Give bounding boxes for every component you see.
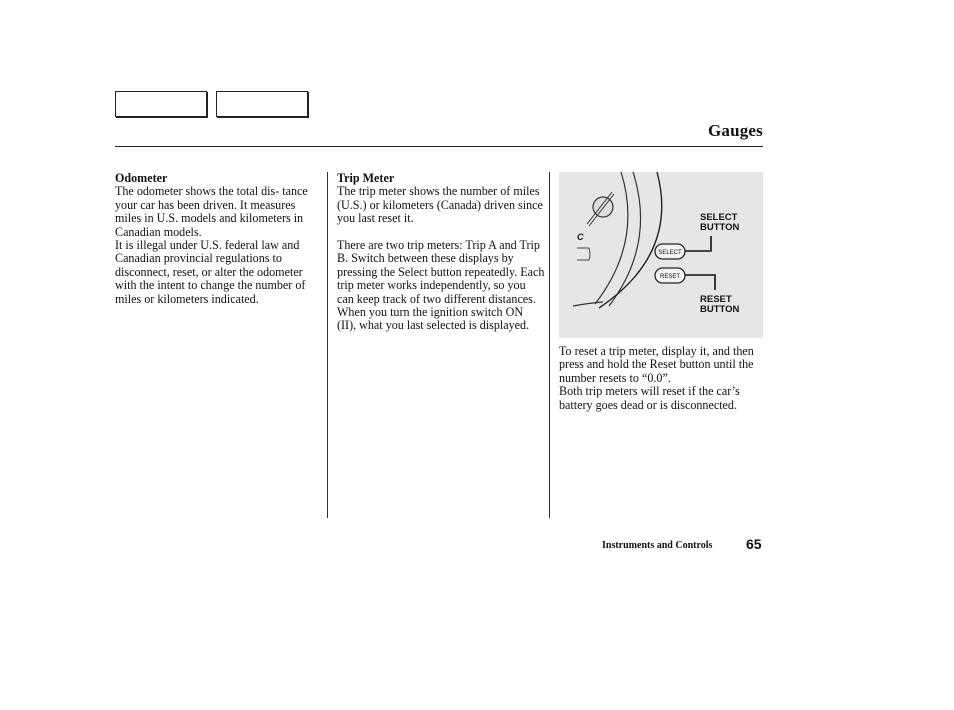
trip-meter-paragraph: There are two trip meters: Trip A and Trip B. Switch between these displays by pressing the Select button repeatedly. Each trip meter works independently, so you can keep track of two different distances. When you turn the ignition switch ON (II), what you last selected is displayed. bbox=[337, 238, 545, 333]
select-button-text: SELECT bbox=[658, 250, 682, 256]
nav-tab-2[interactable] bbox=[216, 91, 308, 117]
header-rule bbox=[115, 146, 763, 147]
reset-instructions bbox=[559, 345, 765, 412]
reset-paragraph: Both trip meters will reset if the car’s battery goes dead or is disconnected. bbox=[559, 384, 740, 412]
select-callout-line1: SELECT bbox=[700, 212, 738, 223]
page-number: 65 bbox=[746, 536, 762, 552]
trip-meter-heading: Trip Meter bbox=[337, 171, 395, 185]
odometer-section bbox=[115, 172, 323, 306]
trip-meter-section bbox=[337, 172, 545, 333]
odometer-paragraph: The odometer shows the total dis- tance your car has been driven. It measures miles in U.S. models and kilometers in Canadian models. bbox=[115, 184, 308, 239]
reset-callout-line2: BUTTON bbox=[700, 304, 740, 315]
footer-section-label: Instruments and Controls bbox=[602, 540, 713, 551]
select-callout-line2: BUTTON bbox=[700, 222, 740, 233]
nav-tab-1[interactable] bbox=[115, 91, 207, 117]
gauge-illustration bbox=[559, 172, 763, 338]
odometer-heading: Odometer bbox=[115, 171, 168, 185]
gauge-letter: C bbox=[577, 232, 584, 242]
trip-meter-paragraph: The trip meter shows the number of miles (U.S.) or kilometers (Canada) driven since you last reset it. bbox=[337, 184, 543, 226]
reset-callout-line1: RESET bbox=[700, 294, 732, 305]
select-button-icon bbox=[655, 244, 685, 259]
reset-button-icon bbox=[655, 268, 685, 283]
reset-button-text: RESET bbox=[659, 274, 681, 280]
reset-paragraph: To reset a trip meter, display it, and then press and hold the Reset button until the number resets to “0.0”. bbox=[559, 344, 754, 385]
gauge-drawing bbox=[559, 172, 763, 338]
needle-hub-icon bbox=[587, 192, 614, 226]
column-divider bbox=[327, 172, 328, 518]
column-divider bbox=[549, 172, 550, 518]
page-title: Gauges bbox=[707, 121, 763, 140]
odometer-paragraph: It is illegal under U.S. federal law and Canadian provincial regulations to disconnect, reset, or alter the odometer with the intent to change the number of miles or kilometers indicated. bbox=[115, 238, 306, 306]
